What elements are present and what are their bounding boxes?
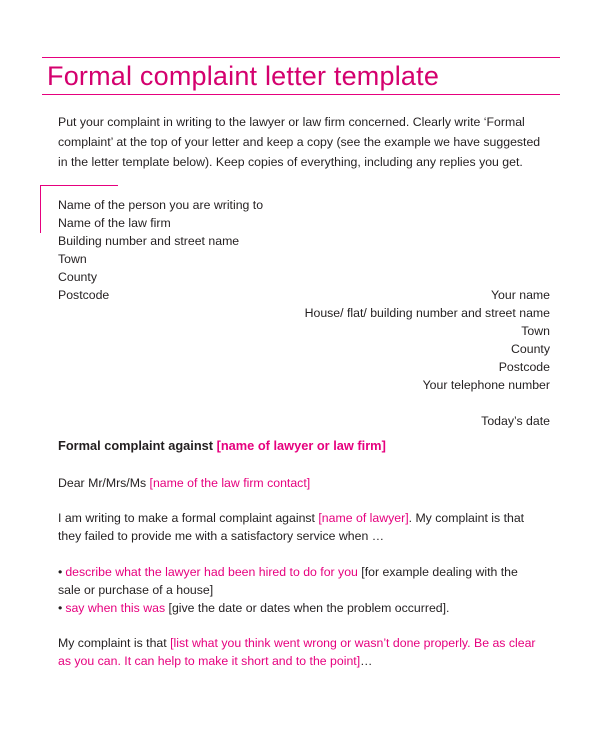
bullet-placeholder: say when this was: [65, 601, 166, 615]
bullet-item: [58, 563, 558, 581]
greeting-line: [58, 474, 558, 492]
complaint-line: [58, 634, 558, 652]
greeting-placeholder: [name of the law firm contact]: [149, 476, 311, 490]
opening-text: I am writing to make a formal complaint against: [58, 511, 319, 525]
sender-street: House/ flat/ building number and street name: [304, 306, 550, 320]
title-underline: [42, 94, 560, 95]
sender-postcode: Postcode: [498, 360, 550, 374]
greeting-prefix: Dear Mr/Mrs/Ms: [58, 476, 150, 490]
sender-telephone: Your telephone number: [422, 378, 550, 392]
complaint-placeholder: as you can. It can help to make it short and to the point]: [58, 654, 361, 668]
bullet-list: [58, 563, 558, 617]
opening-text: . My complaint is that: [408, 511, 525, 525]
opening-placeholder: [name of lawyer]: [318, 511, 409, 525]
intro-line: complaint’ at the top of your letter and keep a copy (see the example we have suggested: [58, 135, 541, 149]
bullet-continuation: sale or purchase of a house]: [58, 583, 214, 597]
corner-mark-horizontal: [40, 185, 118, 186]
opening-line: they failed to provide me with a satisfactory service when …: [58, 529, 385, 543]
intro-paragraph: [58, 112, 558, 172]
bullet-text: [for example dealing with the: [357, 565, 518, 579]
recipient-street: Building number and street name: [58, 234, 240, 248]
complaint-line: [58, 652, 558, 670]
opening-paragraph: [58, 509, 558, 545]
subject-prefix: Formal complaint against: [58, 438, 217, 453]
bullet-icon: •: [58, 601, 63, 615]
complaint-paragraph: [58, 634, 558, 670]
recipient-county: County: [58, 270, 97, 284]
intro-line: in the letter template below). Keep copies of everything, including any replies you get.: [58, 155, 523, 169]
complaint-placeholder: [list what you think went wrong or wasn’t done properly. Be as clear: [170, 636, 536, 650]
bullet-item: [58, 599, 558, 617]
bullet-placeholder: describe what the lawyer had been hired to do for you: [65, 565, 358, 579]
intro-line: Put your complaint in writing to the lawyer or law firm concerned. Clearly write ‘Formal: [58, 115, 525, 129]
page-title: Formal complaint letter template: [47, 61, 440, 91]
complaint-suffix: …: [360, 654, 373, 668]
complaint-prefix: My complaint is that: [58, 636, 171, 650]
bullet-text: [give the date or dates when the problem occurred].: [165, 601, 450, 615]
recipient-address: [58, 196, 263, 304]
recipient-postcode: Postcode: [58, 288, 110, 302]
recipient-firm: Name of the law firm: [58, 216, 171, 230]
greeting: [58, 474, 558, 492]
sender-county: County: [511, 342, 550, 356]
recipient-name: Name of the person you are writing to: [58, 198, 264, 212]
subject-line: [58, 437, 386, 455]
sender-town: Town: [521, 324, 550, 338]
letter-date: Today’s date: [481, 414, 550, 428]
bullet-icon: •: [58, 565, 63, 579]
opening-line: [58, 509, 558, 527]
sender-name: Your name: [490, 288, 550, 302]
subject-placeholder: [name of lawyer or law firm]: [216, 438, 386, 453]
recipient-town: Town: [58, 252, 87, 266]
corner-mark-vertical: [40, 185, 41, 233]
sender-address: [305, 286, 550, 394]
